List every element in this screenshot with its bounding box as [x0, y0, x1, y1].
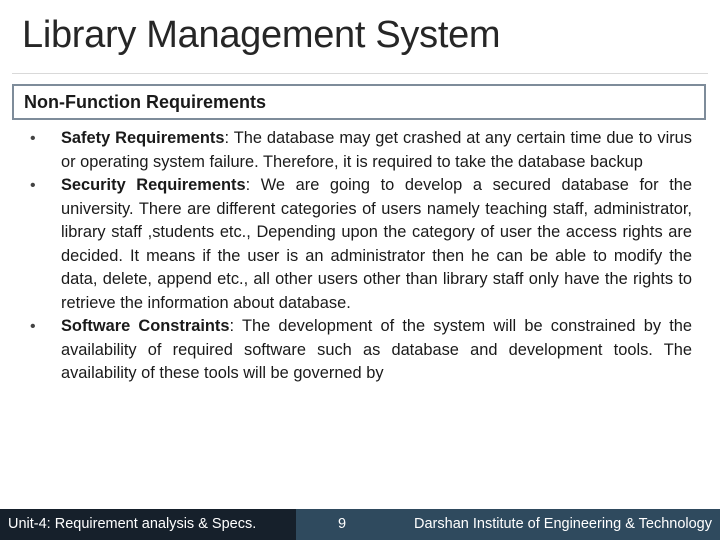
requirement-text: We are going to develop a secured database for the university. There are different categories of users namely teaching staff, administrator, library staff ,students etc., Depending upon the category of user the access rights are decided. It means if the user is an administrator then he can be able to modify the data, delete, append etc., all other users other than library staff only have the rights to retrieve the information about database. — [61, 176, 693, 312]
requirement-heading: Safety Requirements — [61, 129, 225, 147]
bullet-icon: • — [30, 130, 36, 147]
title-divider — [12, 73, 708, 74]
footer-institute-label: Darshan Institute of Engineering & Technology — [414, 516, 712, 532]
page-number: 9 — [337, 516, 347, 532]
requirement-text: The database may get crashed at any certain time due to virus or operating system failure. Therefore, it is required to take the database backup — [61, 129, 692, 171]
section-heading: Non-Function Requirements — [24, 92, 266, 112]
requirement-separator: : — [245, 176, 261, 194]
requirement-separator: : — [224, 129, 234, 147]
requirement-text: The development of the system will be constrained by the availability of required software such as database and development tools. The availability of these tools will be governed by — [61, 317, 693, 382]
requirement-item-security — [30, 174, 692, 315]
requirement-item-safety — [30, 127, 692, 174]
bullet-icon: • — [30, 177, 36, 194]
slide-title: Library Management System — [22, 14, 501, 56]
bullet-icon: • — [30, 318, 36, 335]
section-heading-box — [12, 84, 706, 120]
requirements-list — [30, 127, 692, 386]
footer-unit-label: Unit-4: Requirement analysis & Specs. — [8, 516, 257, 532]
requirement-heading: Software Constraints — [61, 317, 230, 335]
requirement-item-software — [30, 315, 692, 386]
footer-bar — [0, 509, 720, 540]
requirement-separator: : — [229, 317, 242, 335]
footer-unit-panel — [0, 509, 296, 540]
requirement-heading: Security Requirements — [61, 176, 246, 194]
